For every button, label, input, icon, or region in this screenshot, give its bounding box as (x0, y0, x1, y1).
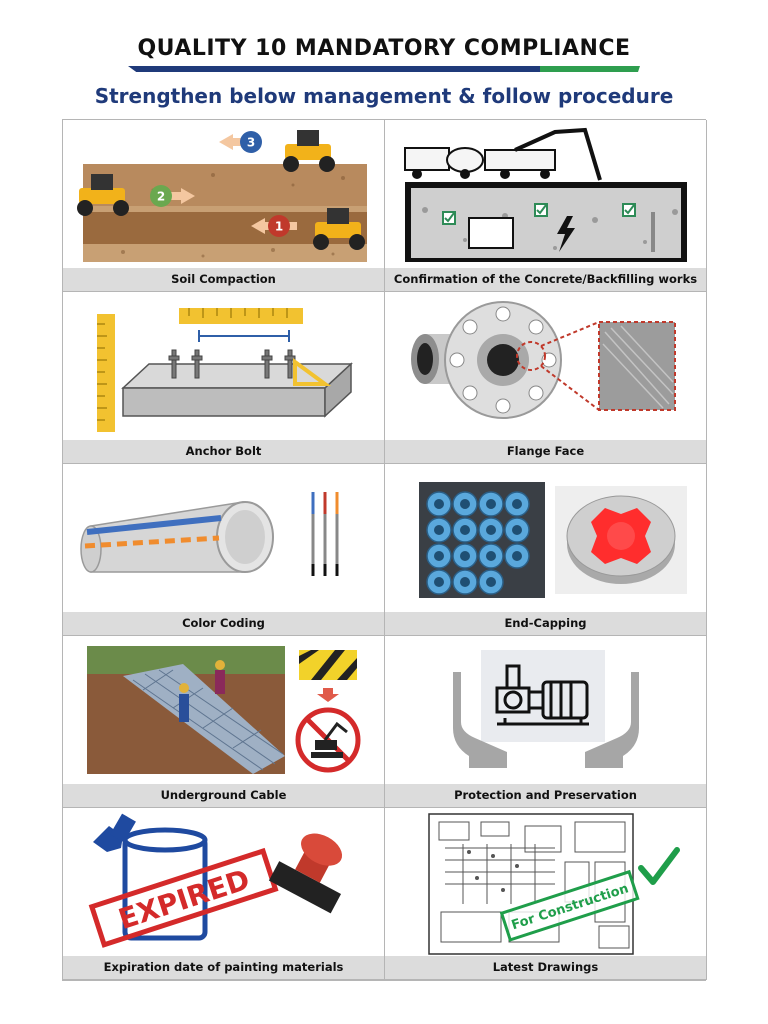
item-protection-preservation (385, 636, 707, 808)
item-caption: End-Capping (385, 612, 706, 635)
item-caption: Latest Drawings (385, 956, 706, 979)
item-concrete-backfilling (385, 120, 707, 292)
item-latest-drawings (385, 808, 707, 980)
pipe-end-cap-icon (385, 464, 707, 613)
compliance-grid (62, 119, 706, 981)
latest-drawing-icon (385, 808, 707, 957)
underground-cable-icon (63, 636, 385, 785)
item-color-coding (63, 464, 385, 636)
item-underground-cable (63, 636, 385, 808)
item-caption: Flange Face (385, 440, 706, 463)
for-construction-stamp-text: For Construction (509, 881, 631, 934)
expired-paint-icon (63, 808, 385, 957)
color-coded-pipe-icon (63, 464, 385, 613)
title-underline-green (540, 66, 640, 72)
item-caption: Protection and Preservation (385, 784, 706, 807)
title-underline-blue (128, 66, 540, 72)
page-subtitle: Strengthen below management & follow procedure (94, 84, 674, 108)
page-title: QUALITY 10 MANDATORY COMPLIANCE (137, 36, 631, 61)
item-flange-face (385, 292, 707, 464)
marker-1: 1 (274, 219, 284, 234)
item-caption: Expiration date of painting materials (63, 956, 384, 979)
expired-stamp-text: EXPIRED (114, 862, 254, 936)
marker-3: 3 (246, 135, 256, 150)
item-caption: Soil Compaction (63, 268, 384, 291)
item-soil-compaction (63, 120, 385, 292)
anchor-bolt-icon (63, 292, 385, 441)
item-caption: Underground Cable (63, 784, 384, 807)
item-anchor-bolt (63, 292, 385, 464)
item-paint-expiration (63, 808, 385, 980)
item-caption: Confirmation of the Concrete/Backfilling works (385, 268, 706, 291)
item-end-capping (385, 464, 707, 636)
concrete-pump-icon (385, 120, 707, 269)
flange-face-icon (385, 292, 707, 441)
item-caption: Color Coding (63, 612, 384, 635)
marker-2: 2 (156, 189, 166, 204)
item-caption: Anchor Bolt (63, 440, 384, 463)
soil-compaction-icon (63, 120, 385, 269)
protected-equipment-icon (385, 636, 707, 785)
